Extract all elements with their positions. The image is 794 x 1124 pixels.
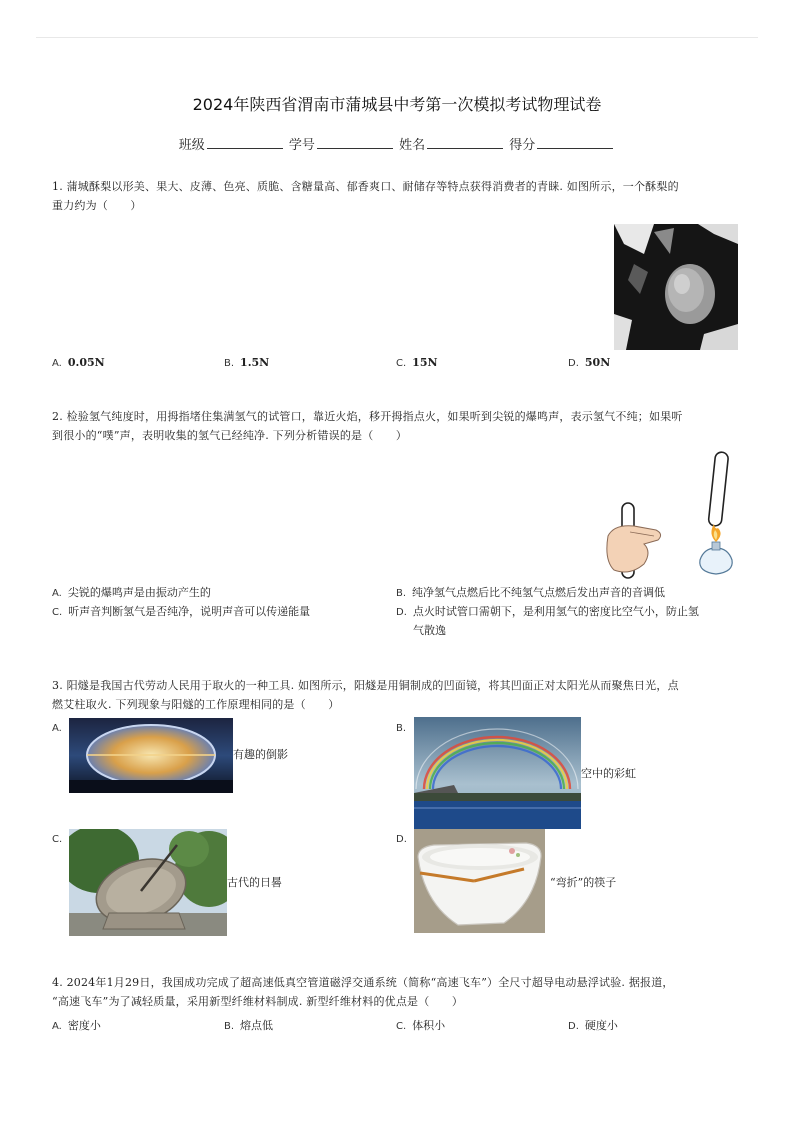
name-blank[interactable] (427, 136, 503, 149)
q2-option-a[interactable]: A. 尖锐的爆鸣声是由振动产生的 (52, 586, 211, 599)
q4-option-a[interactable]: A. 密度小 (52, 1019, 101, 1032)
q3-option-c-caption: 古代的日晷 (227, 876, 282, 889)
id-label: 学号 (288, 138, 315, 153)
student-info-line (0, 134, 794, 153)
q1-option-a[interactable]: A. 0.05N (52, 356, 105, 369)
class-blank[interactable] (207, 136, 283, 149)
q3-option-c-letter[interactable]: C. (52, 834, 63, 845)
q2-option-d[interactable]: D. 点火时试管口需朝下，是利用氢气的密度比空气小，防止氢 气散逸 (396, 605, 699, 637)
bent-chopsticks-photo[interactable] (414, 829, 545, 933)
q3-option-d-caption: “弯折”的筷子 (550, 876, 617, 889)
q3-option-b-letter[interactable]: B. (396, 723, 407, 734)
pear-photo (614, 224, 738, 350)
id-blank[interactable] (317, 136, 393, 149)
q1-option-b[interactable]: B. 1.5N (224, 356, 270, 369)
q4-option-d[interactable]: D. 硬度小 (568, 1019, 618, 1032)
q3-option-a-caption: 有趣的倒影 (233, 748, 288, 761)
sundial-photo[interactable] (69, 829, 227, 936)
q1-option-d[interactable]: D. 50N (568, 356, 611, 369)
page-top-rule (36, 37, 758, 38)
q4-option-c[interactable]: C. 体积小 (396, 1019, 446, 1032)
question-2-stem: 2. 检验氢气纯度时，用拇指堵住集满氢气的试管口，靠近火焰，移开拇指点火，如果听到尖锐的爆鸣声，表示氢气不纯；如果听 到很小的“噗”声，表明收集的氢气已经纯净. 下列分析错误的是（ ） (52, 410, 683, 442)
question-1-stem: 1. 蒲城酥梨以形美、果大、皮薄、色亮、质脆、含糖量高、郁香爽口、耐储存等特点获得消费者的青睐. 如图所示，一个酥梨的 重力约为（ ） (52, 180, 679, 212)
q3-option-d-letter[interactable]: D. (396, 834, 407, 845)
name-label: 姓名 (399, 138, 426, 153)
q3-option-b-caption: 空中的彩虹 (581, 767, 636, 780)
page-title: 2024年陕西省渭南市蒲城县中考第一次模拟考试物理试卷 (192, 95, 602, 114)
q3-option-a-letter[interactable]: A. (52, 723, 62, 734)
rainbow-photo[interactable] (414, 717, 581, 829)
q2-option-b[interactable]: B. 纯净氢气点燃后比不纯氢气点燃后发出声音的音调低 (396, 586, 666, 599)
class-label: 班级 (178, 138, 205, 153)
question-4-stem: 4. 2024年1月29日，我国成功完成了超高速低真空管道磁浮交通系统（简称“高速飞车”）全尺寸超导电动悬浮试验. 据报道， “高速飞车”为了减轻质量，采用新型纤维材料制成. 新型纤维材料的优点是（ ） (52, 976, 674, 1008)
score-label: 得分 (509, 138, 536, 153)
q1-option-c[interactable]: C. 15N (396, 356, 438, 369)
q2-option-c[interactable]: C. 听声音判断氢气是否纯净，说明声音可以传递能量 (52, 605, 311, 618)
q4-option-b[interactable]: B. 熔点低 (224, 1019, 274, 1032)
hydrogen-test-figure (604, 448, 744, 584)
reflection-photo[interactable] (69, 718, 233, 793)
score-blank[interactable] (537, 136, 613, 149)
question-3-stem: 3. 阳燧是我国古代劳动人民用于取火的一种工具. 如图所示，阳燧是用铜制成的凹面镜，将其凹面正对太阳光从而聚焦日光，点 燃艾柱取火. 下列现象与阳燧的工作原理相同的是（ ） (52, 679, 679, 711)
